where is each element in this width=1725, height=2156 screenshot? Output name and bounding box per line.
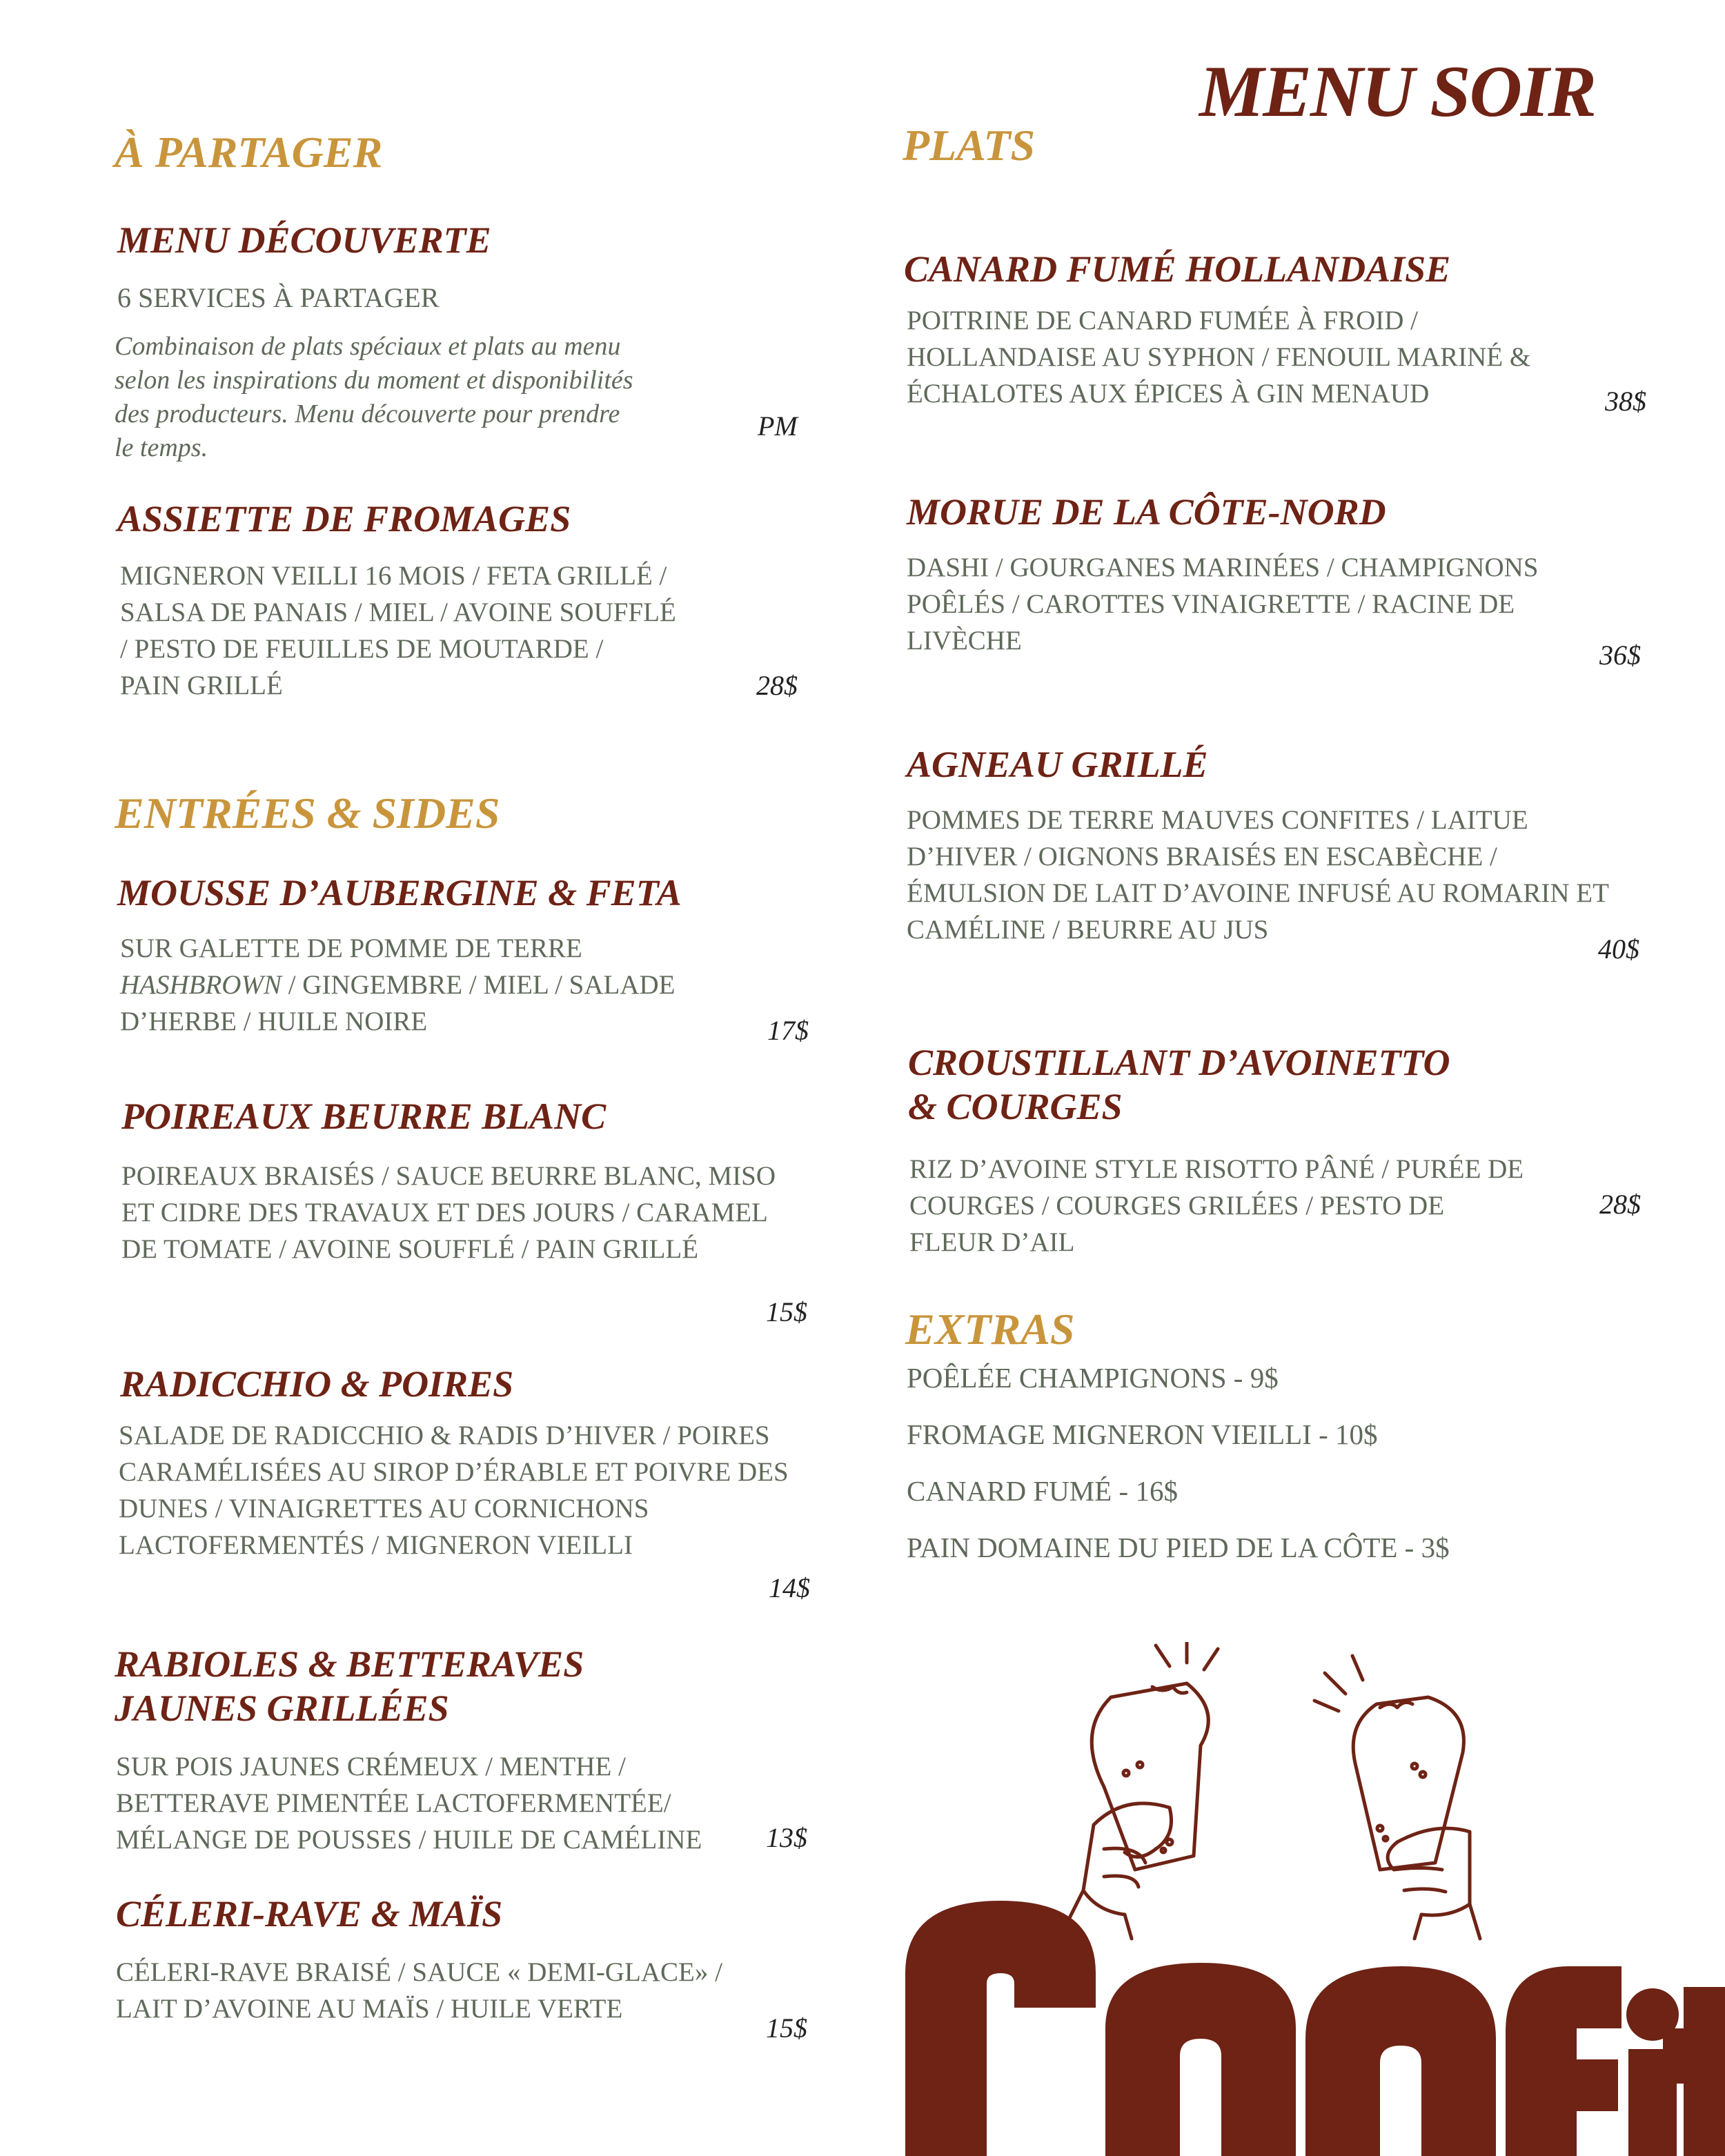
section-extras: EXTRAS bbox=[905, 1305, 1075, 1354]
price-canard: 38$ bbox=[1605, 386, 1646, 417]
price-menu-decouverte: PM bbox=[758, 411, 798, 442]
price-celeri: 15$ bbox=[766, 2012, 807, 2044]
section-a-partager: À PARTAGER bbox=[115, 128, 383, 177]
dish-agneau-grille: AGNEAU GRILLÉ bbox=[907, 744, 1208, 785]
price-mousse-aubergine: 17$ bbox=[767, 1015, 809, 1046]
price-rabioles: 13$ bbox=[766, 1822, 807, 1853]
dish-mousse-aubergine: MOUSSE D’AUBERGINE & FETA bbox=[117, 872, 682, 913]
dish-morue-desc: DASHI / GOURGANES MARINÉES / CHAMPIGNONS POÊLÉS / CAROTTES VINAIGRETTE / RACINE DE LIVÈCHE bbox=[907, 553, 1539, 655]
section-plats: PLATS bbox=[903, 121, 1036, 170]
dish-radicchio-desc: SALADE DE RADICCHIO & RADIS D’HIVER / POIRES CARAMÉLISÉES AU SIROP D’ÉRABLE ET POIVRE DES DUNES / VINAIGRETTES AU CORNICHONS LACTOFERMENTÉS / MIGNERON VIEILLI bbox=[119, 1421, 789, 1560]
dish-poireaux-beurre-blanc: POIREAUX BEURRE BLANC bbox=[121, 1096, 607, 1137]
extra-item: POÊLÉE CHAMPIGNONS - 9$ bbox=[907, 1362, 1279, 1394]
price-morue: 36$ bbox=[1599, 640, 1641, 671]
dish-celeri-desc: CÉLERI-RAVE BRAISÉ / SAUCE « DEMI-GLACE» / LAIT D’AVOINE AU MAÏS / HUILE VERTE bbox=[116, 1957, 722, 2024]
price-agneau: 40$ bbox=[1598, 933, 1639, 965]
dish-mousse-aubergine-desc: SUR GALETTE DE POMME DE TERRE HASHBROWN / GINGEMBRE / MIEL / SALADE D’HERBE / HUILE NOIRE bbox=[120, 933, 676, 1036]
bread-slice-left-icon bbox=[1092, 1642, 1218, 1870]
dish-rabioles-desc: SUR POIS JAUNES CRÉMEUX / MENTHE / BETTERAVE PIMENTÉE LACTOFERMENTÉE/ MÉLANGE DE POUSSES / HUILE DE CAMÉLINE bbox=[116, 1752, 702, 1855]
price-assiette-fromages: 28$ bbox=[756, 670, 798, 701]
dish-radicchio-poires: RADICCHIO & POIRES bbox=[120, 1363, 514, 1405]
dish-assiette-fromages: ASSIETTE DE FROMAGES bbox=[117, 498, 571, 540]
extra-item: CANARD FUMÉ - 16$ bbox=[907, 1475, 1178, 1507]
dish-celeri-rave-mais: CÉLERI-RAVE & MAÏS bbox=[116, 1893, 503, 1935]
dish-menu-decouverte-sub: 6 SERVICES À PARTAGER bbox=[117, 282, 440, 313]
menu-title: MENU SOIR bbox=[1199, 51, 1596, 132]
bread-slice-right-icon bbox=[1314, 1656, 1463, 1870]
dish-croustillant-desc: RIZ D’AVOINE STYLE RISOTTO PÂNÉ / PURÉE DE COURGES / COURGES GRILÉES / PESTO DE FLEUR D’AIL bbox=[909, 1154, 1524, 1257]
dish-croustillant-avoinetto: CROUSTILLANT D’AVOINETTO & COURGES bbox=[908, 1042, 1450, 1127]
dish-menu-decouverte: MENU DÉCOUVERTE bbox=[117, 219, 491, 261]
dish-poireaux-desc: POIREAUX BRAISÉS / SAUCE BEURRE BLANC, MISO ET CIDRE DES TRAVAUX ET DES JOURS / CARAMEL DE TOMATE / AVOINE SOUFFLÉ / PAIN GRILLÉ bbox=[121, 1161, 776, 1264]
dish-agneau-desc: POMMES DE TERRE MAUVES CONFITES / LAITUE D’HIVER / OIGNONS BRAISÉS EN ESCABÈCHE / ÉMULSION DE LAIT D’AVOINE INFUSÉ AU ROMARIN ET CAMÉLINE / BEURRE AU JUS bbox=[907, 805, 1609, 945]
confit-logo-illustration bbox=[897, 1642, 1725, 2156]
extra-item: PAIN DOMAINE DU PIED DE LA CÔTE - 3$ bbox=[907, 1532, 1450, 1563]
logo-text: CONFIT bbox=[1311, 2119, 1337, 2127]
dish-rabioles-betteraves: RABIOLES & BETTERAVES JAUNES GRILLÉES bbox=[115, 1643, 584, 1729]
dish-canard-fume: CANARD FUMÉ HOLLANDAISE bbox=[904, 248, 1451, 290]
dish-canard-desc: POITRINE DE CANARD FUMÉE À FROID / HOLLANDAISE AU SYPHON / FENOUIL MARINÉ & ÉCHALOTES AUX ÉPICES À GIN MENAUD bbox=[907, 306, 1531, 408]
section-entrees-sides: ENTRÉES & SIDES bbox=[115, 789, 500, 838]
dish-morue-cote-nord: MORUE DE LA CÔTE-NORD bbox=[907, 491, 1386, 533]
hand-right-icon bbox=[1388, 1828, 1480, 1939]
price-croustillant: 28$ bbox=[1599, 1189, 1641, 1220]
extras-list bbox=[907, 1349, 1450, 1576]
price-radicchio: 14$ bbox=[769, 1572, 810, 1603]
dish-assiette-fromages-desc: MIGNERON VEILLI 16 MOIS / FETA GRILLÉ / SALSA DE PANAIS / MIEL / AVOINE SOUFFLÉ / PESTO DE FEUILLES DE MOUTARDE / PAIN GRILLÉ bbox=[120, 561, 676, 700]
dish-menu-decouverte-desc: Combinaison de plats spéciaux et plats au menu selon les inspirations du moment et disponibilités des producteurs. Menu découverte pour prendre le temps. bbox=[115, 332, 633, 462]
extra-item: FROMAGE MIGNERON VIEILLI - 10$ bbox=[907, 1418, 1378, 1450]
price-poireaux: 15$ bbox=[766, 1296, 807, 1327]
confit-wordmark bbox=[905, 1901, 1725, 2156]
